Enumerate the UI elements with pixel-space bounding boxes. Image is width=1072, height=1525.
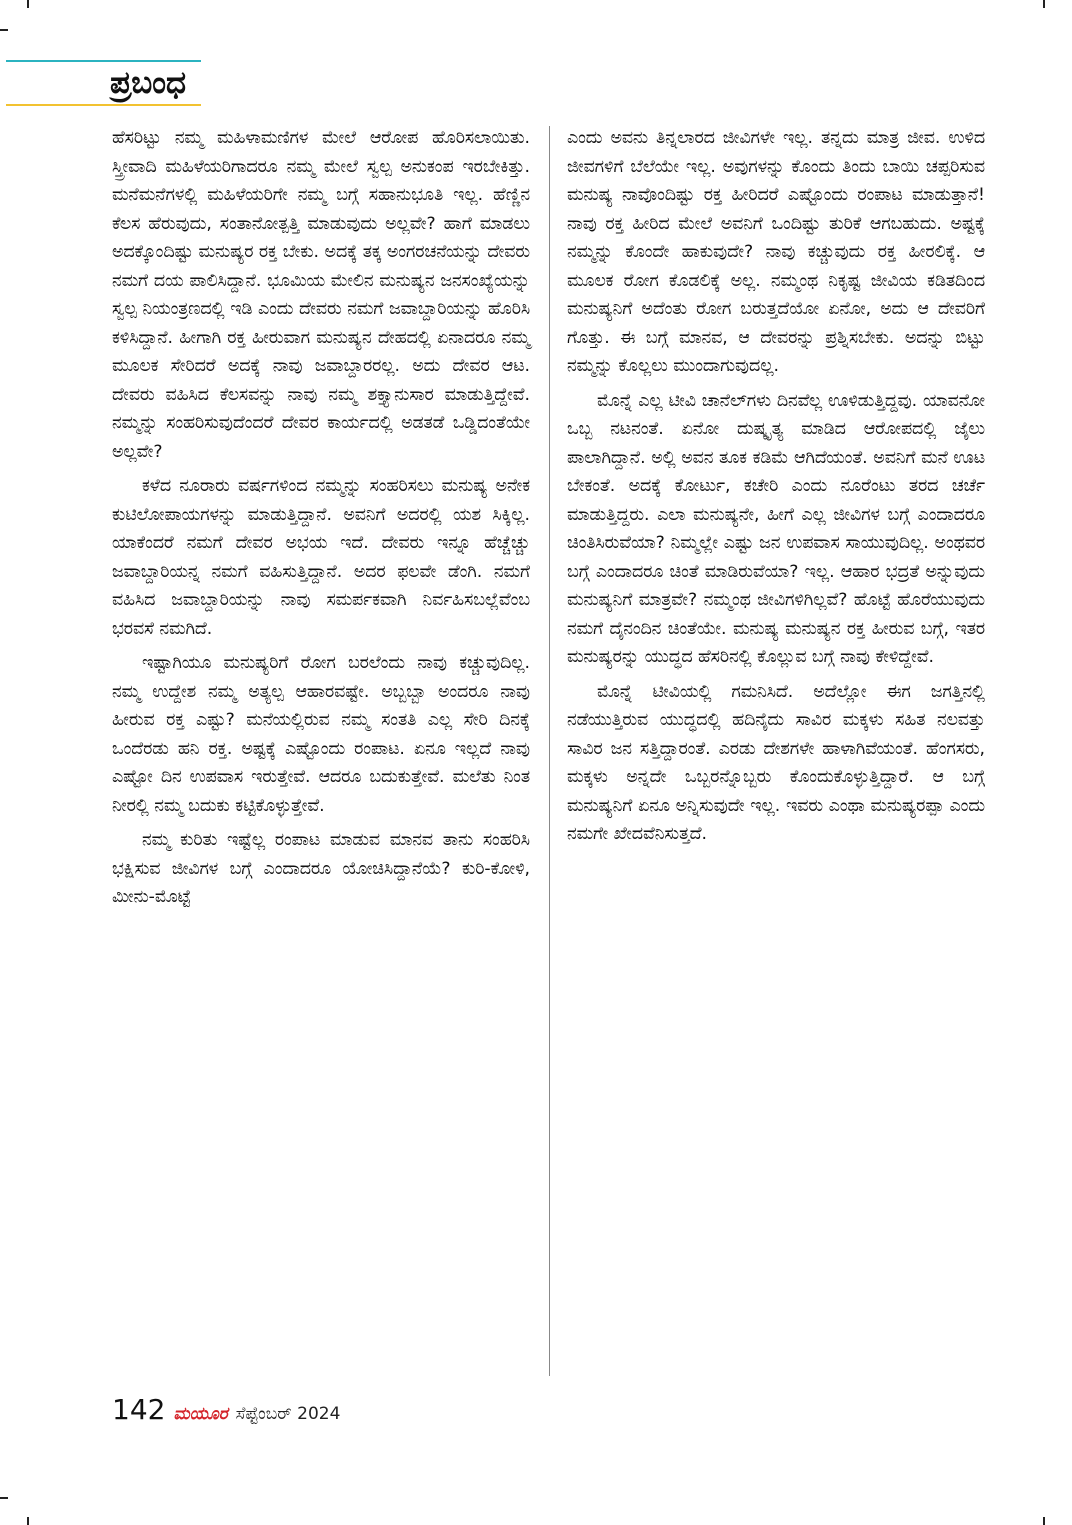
paragraph: ಎಂದು ಅವನು ತಿನ್ನಲಾರದ ಜೀವಿಗಳೇ ಇಲ್ಲ. ತನ್ನದು ಮಾತ್ರ ಜೀವ. ಉಳಿದ ಜೀವಗಳಿಗೆ ಬೆಲೆಯೇ ಇಲ್ಲ. ಅವುಗಳನ್ನು ಕೊಂದು ತಿಂದು ಬಾಯಿ ಚಪ್ಪರಿಸುವ ಮನುಷ್ಯ ನಾವೊಂದಿಷ್ಟು ರಕ್ತ ಹೀರಿದರೆ ಎಷ್ಟೊಂದು ರಂಪಾಟ ಮಾಡುತ್ತಾನೆ! ನಾವು ರಕ್ತ ಹೀರಿದ ಮೇಲೆ ಅವನಿಗೆ ಒಂದಿಷ್ಟು ತುರಿಕೆ ಆಗಬಹುದು. ಅಷ್ಟಕ್ಕೆ ನಮ್ಮನ್ನು ಕೊಂದೇ ಹಾಕುವುದೇ? ನಾವು ಕಚ್ಚುವುದು ರಕ್ತ ಹೀರಲಿಕ್ಕೆ. ಆ ಮೂಲಕ ರೋಗ ಕೊಡಲಿಕ್ಕೆ ಅಲ್ಲ. ನಮ್ಮಂಥ ನಿಕೃಷ್ಟ ಜೀವಿಯ ಕಡಿತದಿಂದ ಮನುಷ್ಯನಿಗೆ ಅದೆಂತು ರೋಗ ಬರುತ್ತದೆಯೋ ಏನೋ, ಅದು ಆ ದೇವರಿಗೆ ಗೊತ್ತು. ಈ ಬಗ್ಗೆ ಮಾನವ, ಆ ದೇವರನ್ನು ಪ್ರಶ್ನಿಸಬೇಕು. ಅದನ್ನು ಬಿಟ್ಟು ನಮ್ಮನ್ನು ಕೊಲ್ಲಲು ಮುಂದಾಗುವುದಲ್ಲ.: [567, 128, 985, 376]
page-number: 142: [112, 1393, 166, 1426]
crop-mark: [1043, 0, 1045, 8]
paragraph: ಕಳೆದ ನೂರಾರು ವರ್ಷಗಳಿಂದ ನಮ್ಮನ್ನು ಸಂಹರಿಸಲು ಮನುಷ್ಯ ಅನೇಕ ಕುಟಿಲೋಪಾಯಗಳನ್ನು ಮಾಡುತ್ತಿದ್ದಾನೆ. ಅವನಿಗೆ ಅದರಲ್ಲಿ ಯಶ ಸಿಕ್ಕಿಲ್ಲ. ಯಾಕೆಂದರೆ ನಮಗೆ ದೇವರ ಅಭಯ ಇದೆ. ದೇವರು ಇನ್ನೂ ಹೆಚ್ಚೆಚ್ಚು ಜವಾಬ್ದಾರಿಯನ್ನ ನಮಗೆ ವಹಿಸುತ್ತಿದ್ದಾನೆ. ಅದರ ಫಲವೇ ಡೆಂಗಿ. ನಮಗೆ ವಹಿಸಿದ ಜವಾಬ್ದಾರಿಯನ್ನು ನಾವು ಸಮರ್ಪಕವಾಗಿ ನಿರ್ವಹಿಸಬಲ್ಲೆವೆಂಬ ಭರವಸೆ ನಮಗಿದೆ.: [112, 476, 530, 639]
crop-mark: [0, 29, 8, 31]
paragraph: ನಮ್ಮ ಕುರಿತು ಇಷ್ಟೆಲ್ಲ ರಂಪಾಟ ಮಾಡುವ ಮಾನವ ತಾನು ಸಂಹರಿಸಿ ಭಕ್ಷಿಸುವ ಜೀವಿಗಳ ಬಗ್ಗೆ ಎಂದಾದರೂ ಯೋಚಿಸಿದ್ದಾನೆಯೆ? ಕುರಿ-ಕೋಳಿ, ಮೀನು-ಮೊಟ್ಟೆ: [112, 830, 530, 907]
page-footer: [112, 1393, 340, 1427]
article-column-left: [112, 124, 530, 918]
crop-mark: [0, 1497, 8, 1499]
crop-mark: [27, 0, 29, 8]
section-label: ಪ್ರಬಂಧ: [110, 65, 186, 101]
section-rule-top: [6, 60, 201, 62]
article-column-right: [567, 124, 985, 855]
magazine-logo: ಮಯೂರ: [173, 1404, 228, 1424]
paragraph: ಇಷ್ಟಾಗಿಯೂ ಮನುಷ್ಯರಿಗೆ ರೋಗ ಬರಲೆಂದು ನಾವು ಕಚ್ಚುವುದಿಲ್ಲ. ನಮ್ಮ ಉದ್ದೇಶ ನಮ್ಮ ಅತ್ಯಲ್ಪ ಆಹಾರವಷ್ಟೇ. ಅಬ್ಬಬ್ಬಾ ಅಂದರೂ ನಾವು ಹೀರುವ ರಕ್ತ ಎಷ್ಟು? ಮನೆಯಲ್ಲಿರುವ ನಮ್ಮ ಸಂತತಿ ಎಲ್ಲ ಸೇರಿ ದಿನಕ್ಕೆ ಒಂದೆರಡು ಹನಿ ರಕ್ತ. ಅಷ್ಟಕ್ಕೆ ಎಷ್ಟೊಂದು ರಂಪಾಟ. ಏನೂ ಇಲ್ಲದೆ ನಾವು ಎಷ್ಟೋ ದಿನ ಉಪವಾಸ ಇರುತ್ತೇವೆ. ಆದರೂ ಬದುಕುತ್ತೇವೆ. ಮಲೆತು ನಿಂತ ನೀರಲ್ಲಿ ನಮ್ಮ ಬದುಕು ಕಟ್ಟಿಕೊಳ್ಳುತ್ತೇವೆ.: [112, 653, 530, 816]
paragraph: ಮೊನ್ನೆ ಟೀವಿಯಲ್ಲಿ ಗಮನಿಸಿದೆ. ಅದೆಲ್ಲೋ ಈಗ ಜಗತ್ತಿನಲ್ಲಿ ನಡೆಯುತ್ತಿರುವ ಯುದ್ಧದಲ್ಲಿ ಹದಿನೈದು ಸಾವಿರ ಮಕ್ಕಳು ಸಹಿತ ನಲವತ್ತು ಸಾವಿರ ಜನ ಸತ್ತಿದ್ದಾರಂತೆ. ಎರಡು ದೇಶಗಳೇ ಹಾಳಾಗಿವೆಯಂತೆ. ಹೆಂಗಸರು, ಮಕ್ಕಳು ಅನ್ನದೇ ಒಬ್ಬರನ್ನೊಬ್ಬರು ಕೊಂದುಕೊಳ್ಳುತ್ತಿದ್ದಾರೆ. ಆ ಬಗ್ಗೆ ಮನುಷ್ಯನಿಗೆ ಏನೂ ಅನ್ನಿಸುವುದೇ ಇಲ್ಲ. ಇವರು ಎಂಥಾ ಮನುಷ್ಯರಪ್ಪಾ ಎಂದು ನಮಗೇ ಖೇದವೆನಿಸುತ್ತದೆ.: [567, 681, 985, 844]
paragraph: ಮೊನ್ನೆ ಎಲ್ಲ ಟೀವಿ ಚಾನೆಲ್‌ಗಳು ದಿನವೆಲ್ಲ ಊಳಿಡುತ್ತಿದ್ದವು. ಯಾವನೋ ಒಬ್ಬ ನಟನಂತೆ. ಏನೋ ದುಷ್ಕೃತ್ಯ ಮಾಡಿದ ಆರೋಪದಲ್ಲಿ ಜೈಲು ಪಾಲಾಗಿದ್ದಾನೆ. ಅಲ್ಲಿ ಅವನ ತೂಕ ಕಡಿಮೆ ಆಗಿದೆಯಂತೆ. ಅವನಿಗೆ ಮನೆ ಊಟ ಬೇಕಂತೆ. ಅದಕ್ಕೆ ಕೋರ್ಟು, ಕಚೇರಿ ಎಂದು ನೂರೆಂಟು ತರದ ಚರ್ಚೆ ಮಾಡುತ್ತಿದ್ದರು. ಎಲಾ ಮನುಷ್ಯನೇ, ಹೀಗೆ ಎಲ್ಲ ಜೀವಿಗಳ ಬಗ್ಗೆ ಎಂದಾದರೂ ಚಿಂತಿಸಿರುವೆಯಾ? ನಿಮ್ಮಲ್ಲೇ ಎಷ್ಟು ಜನ ಉಪವಾಸ ಸಾಯುವುದಿಲ್ಲ. ಅಂಥವರ ಬಗ್ಗೆ ಎಂದಾದರೂ ಚಿಂತೆ ಮಾಡಿರುವೆಯಾ? ಇಲ್ಲ. ಆಹಾರ ಭದ್ರತೆ ಅನ್ನುವುದು ಮನುಷ್ಯನಿಗೆ ಮಾತ್ರವೇ? ನಮ್ಮಂಥ ಜೀವಿಗಳಿಗಿಲ್ಲವೆ? ಹೊಟ್ಟೆ ಹೊರೆಯುವುದು ನಮಗೆ ದೈನಂದಿನ ಚಿಂತೆಯೇ. ಮನುಷ್ಯ ಮನುಷ್ಯನ ರಕ್ತ ಹೀರುವ ಬಗ್ಗೆ, ಇತರ ಮನುಷ್ಯರನ್ನು ಯುದ್ಧದ ಹೆಸರಿನಲ್ಲಿ ಕೊಲ್ಲುವ ಬಗ್ಗೆ ನಾವು ಕೇಳಿದ್ದೇವೆ.: [567, 390, 985, 667]
paragraph: ಹೆಸರಿಟ್ಟು ನಮ್ಮ ಮಹಿಳಾಮಣಿಗಳ ಮೇಲೆ ಆರೋಪ ಹೊರಿಸಲಾಯಿತು. ಸ್ತ್ರೀವಾದಿ ಮಹಿಳೆಯರಿಗಾದರೂ ನಮ್ಮ ಮೇಲೆ ಸ್ವಲ್ಪ ಅನುಕಂಪ ಇರಬೇಕಿತ್ತು. ಮನೆಮನೆಗಳಲ್ಲಿ ಮಹಿಳೆಯರಿಗೇ ನಮ್ಮ ಬಗ್ಗೆ ಸಹಾನುಭೂತಿ ಇಲ್ಲ. ಹೆಣ್ಣಿನ ಕೆಲಸ ಹೆರುವುದು, ಸಂತಾನೋತ್ಪತ್ತಿ ಮಾಡುವುದು ಅಲ್ಲವೇ? ಹಾಗೆ ಮಾಡಲು ಅದಕ್ಕೊಂದಿಷ್ಟು ಮನುಷ್ಯರ ರಕ್ತ ಬೇಕು. ಅದಕ್ಕೆ ತಕ್ಕ ಅಂಗರಚನೆಯನ್ನು ದೇವರು ನಮಗೆ ದಯ ಪಾಲಿಸಿದ್ದಾನೆ. ಭೂಮಿಯ ಮೇಲಿನ ಮನುಷ್ಯನ ಜನಸಂಖ್ಯೆಯನ್ನು ಸ್ವಲ್ಪ ನಿಯಂತ್ರಣದಲ್ಲಿ ಇಡಿ ಎಂದು ದೇವರು ನಮಗೆ ಜವಾಬ್ದಾರಿಯನ್ನು ಹೊರಿಸಿ ಕಳಿಸಿದ್ದಾನೆ. ಹೀಗಾಗಿ ರಕ್ತ ಹೀರುವಾಗ ಮನುಷ್ಯನ ದೇಹದಲ್ಲಿ ಏನಾದರೂ ನಮ್ಮ ಮೂಲಕ ಸೇರಿದರೆ ಅದಕ್ಕೆ ನಾವು ಜವಾಬ್ದಾರರಲ್ಲ. ಅದು ದೇವರ ಆಟ. ದೇವರು ವಹಿಸಿದ ಕೆಲಸವನ್ನು ನಾವು ನಮ್ಮ ಶಕ್ತ್ಯಾನುಸಾರ ಮಾಡುತ್ತಿದ್ದೇವೆ. ನಮ್ಮನ್ನು ಸಂಹರಿಸುವುದೆಂದರೆ ದೇವರ ಕಾರ್ಯದಲ್ಲಿ ಅಡತಡೆ ಒಡ್ಡಿದಂತೆಯೇ ಅಲ್ಲವೇ?: [112, 128, 530, 462]
column-divider: [549, 126, 550, 1376]
section-rule-bottom: [6, 104, 201, 106]
crop-mark: [1043, 1517, 1045, 1525]
issue-date: ಸೆಪ್ಟೆಂಬರ್ 2024: [235, 1404, 341, 1424]
crop-mark: [27, 1517, 29, 1525]
